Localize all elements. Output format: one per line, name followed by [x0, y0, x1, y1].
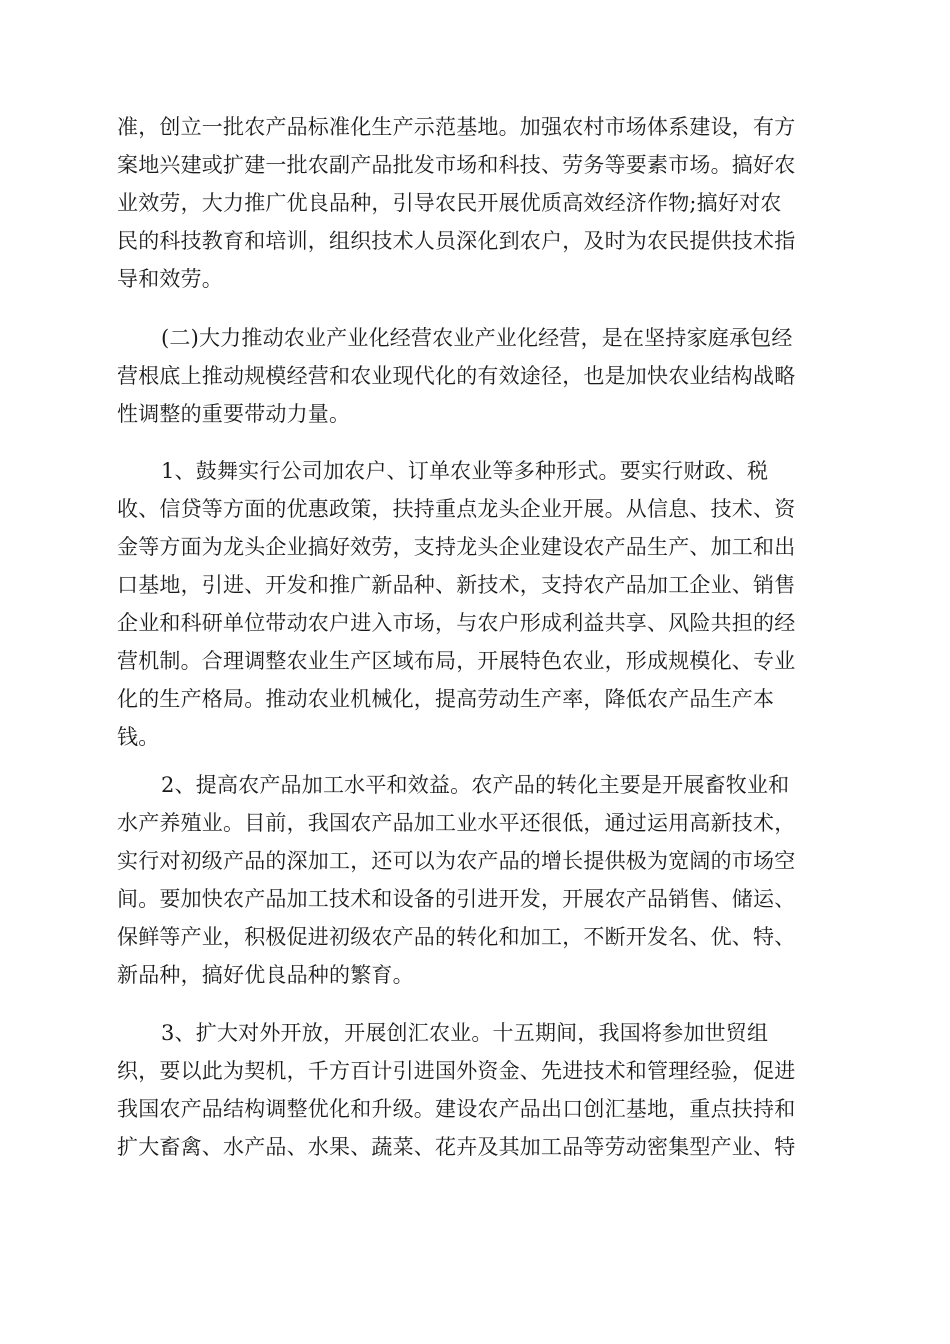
text-line: 导和效劳。	[117, 267, 223, 291]
text-line: 新品种，搞好优良品种的繁育。	[117, 963, 414, 987]
text-line: 收、信贷等方面的优惠政策，扶持重点龙头企业开展。从信息、技术、资	[117, 497, 796, 521]
paragraph-1	[117, 108, 833, 298]
text-line: 性调整的重要带动力量。	[117, 402, 351, 426]
text-line: 营根底上推动规模经营和农业现代化的有效途径，也是加快农业结构战略	[117, 364, 796, 388]
text-line: 扩大畜禽、水产品、水果、蔬菜、花卉及其加工品等劳动密集型产业、特	[117, 1135, 796, 1159]
text-line: 准，创立一批农产品标准化生产示范基地。加强农村市场体系建设，有方	[117, 115, 796, 139]
text-line: 织，要以此为契机，千方百计引进国外资金、先进技术和管理经验，促进	[117, 1059, 796, 1083]
text-line: 1、鼓舞实行公司加农户、订单农业等多种形式。要实行财政、税	[161, 459, 769, 483]
paragraph-5	[117, 1014, 833, 1166]
text-line: 金等方面为龙头企业搞好效劳，支持龙头企业建设农产品生产、加工和出	[117, 535, 796, 559]
text-line: 化的生产格局。推动农业机械化，提高劳动生产率，降低农产品生产本	[117, 687, 775, 711]
text-line: 保鲜等产业，积极促进初级农产品的转化和加工，不断开发名、优、特、	[117, 925, 796, 949]
text-line: 3、扩大对外开放，开展创汇农业。十五期间，我国将参加世贸组	[161, 1021, 769, 1045]
text-line: 民的科技教育和培训，组织技术人员深化到农户，及时为农民提供技术指	[117, 229, 796, 253]
text-line: 我国农产品结构调整优化和升级。建设农产品出口创汇基地，重点扶持和	[117, 1097, 796, 1121]
text-line: (二)大力推动农业产业化经营农业产业化经营，是在坚持家庭承包经	[161, 326, 793, 350]
text-line: 水产养殖业。目前，我国农产品加工业水平还很低，通过运用高新技术，	[117, 811, 796, 835]
paragraph-4	[117, 766, 833, 994]
text-line: 间。要加快农产品加工技术和设备的引进开发，开展农产品销售、储运、	[117, 887, 796, 911]
text-line: 企业和科研单位带动农户进入市场，与农户形成利益共享、风险共担的经	[117, 611, 796, 635]
text-line: 业效劳，大力推广优良品种，引导农民开展优质高效经济作物;搞好对农	[117, 191, 782, 215]
text-line: 案地兴建或扩建一批农副产品批发市场和科技、劳务等要素市场。搞好农	[117, 153, 796, 177]
paragraph-3	[117, 452, 833, 756]
text-line: 钱。	[117, 725, 160, 749]
text-line: 口基地，引进、开发和推广新品种、新技术，支持农产品加工企业、销售	[117, 573, 796, 597]
paragraph-2	[117, 319, 833, 433]
text-line: 营机制。合理调整农业生产区域布局，开展特色农业，形成规模化、专业	[117, 649, 796, 673]
text-line: 2、提高农产品加工水平和效益。农产品的转化主要是开展畜牧业和	[161, 773, 790, 797]
text-line: 实行对初级产品的深加工，还可以为农产品的增长提供极为宽阔的市场空	[117, 849, 796, 873]
